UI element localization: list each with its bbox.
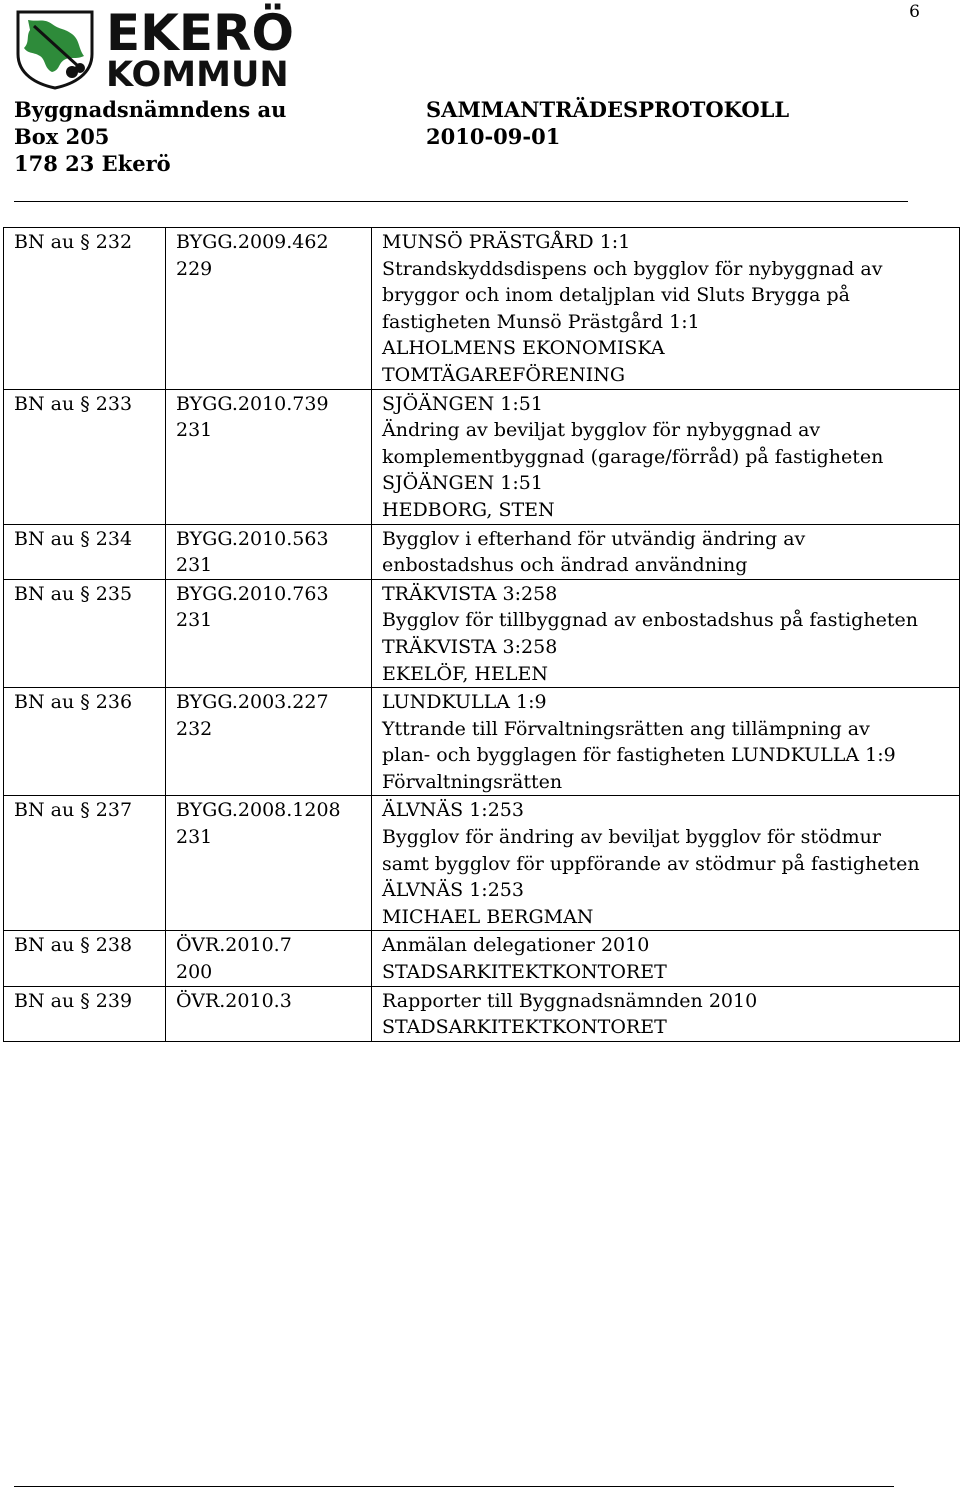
matter-cell: MUNSÖ PRÄSTGÅRD 1:1 Strandskyddsdispens och bygglov för nybyggnad av bryggor och inom detaljplan vid Sluts Brygga på fastigheten Munsö Prästgård 1:1 ALHOLMENS EKONOMISKA TOMTÄGAREFÖRENING: [372, 228, 960, 390]
table-row: [4, 796, 960, 931]
paragraph-cell: BN au § 236: [4, 688, 166, 796]
signature-line: [14, 1486, 894, 1487]
paragraph-cell: BN au § 234: [4, 524, 166, 579]
matter-cell: Rapporter till Byggnadsnämnden 2010 STADSARKITEKTKONTORET: [372, 986, 960, 1041]
case-number-cell: BYGG.2009.462 229: [166, 228, 372, 390]
box-address: Box 205: [14, 124, 110, 149]
committee-name: Byggnadsnämndens au: [14, 97, 287, 122]
table-row: [4, 524, 960, 579]
page-number: 6: [909, 2, 920, 22]
matter-cell: LUNDKULLA 1:9 Yttrande till Förvaltningsrätten ang tillämpning av plan- och bygglagen för fastigheten LUNDKULLA 1:9 Förvaltningsrätten: [372, 688, 960, 796]
case-number-cell: BYGG.2003.227 232: [166, 688, 372, 796]
matter-cell: Bygglov i efterhand för utvändig ändring av enbostadshus och ändrad användning: [372, 524, 960, 579]
agenda-table: [3, 227, 960, 1042]
logo-line-1: EKERÖ: [106, 4, 295, 62]
meeting-date: 2010-09-01: [426, 124, 561, 149]
matter-cell: ÄLVNÄS 1:253 Bygglov för ändring av beviljat bygglov för stödmur samt bygglov för uppförande av stödmur på fastigheten ÄLVNÄS 1:253 MICHAEL BERGMAN: [372, 796, 960, 931]
case-number-cell: BYGG.2010.563 231: [166, 524, 372, 579]
paragraph-cell: BN au § 239: [4, 986, 166, 1041]
matter-cell: SJÖÄNGEN 1:51 Ändring av beviljat bygglov för nybyggnad av komplementbyggnad (garage/förråd) på fastigheten SJÖÄNGEN 1:51 HEDBORG, STEN: [372, 389, 960, 524]
paragraph-cell: BN au § 235: [4, 579, 166, 687]
ekero-kommun-logo: [14, 4, 295, 95]
paragraph-cell: BN au § 238: [4, 931, 166, 986]
paragraph-cell: BN au § 233: [4, 389, 166, 524]
protocol-heading: [426, 96, 789, 150]
table-row: [4, 228, 960, 390]
case-number-cell: BYGG.2010.763 231: [166, 579, 372, 687]
paragraph-cell: BN au § 237: [4, 796, 166, 931]
oak-leaf-shield-icon: [14, 8, 96, 90]
sender-address: [14, 96, 286, 177]
case-number-cell: BYGG.2008.1208 231: [166, 796, 372, 931]
logo-wordmark: [106, 4, 295, 95]
matter-cell: Anmälan delegationer 2010 STADSARKITEKTKONTORET: [372, 931, 960, 986]
table-row: [4, 986, 960, 1041]
table-row: [4, 931, 960, 986]
case-number-cell: ÖVR.2010.3: [166, 986, 372, 1041]
case-number-cell: BYGG.2010.739 231: [166, 389, 372, 524]
case-number-cell: ÖVR.2010.7 200: [166, 931, 372, 986]
logo-line-2: KOMMUN: [106, 55, 289, 95]
matter-cell: TRÄKVISTA 3:258 Bygglov för tillbyggnad av enbostadshus på fastigheten TRÄKVISTA 3:258 EKELÖF, HELEN: [372, 579, 960, 687]
table-row: [4, 389, 960, 524]
postal-address: 178 23 Ekerö: [14, 151, 171, 176]
table-row: [4, 688, 960, 796]
protocol-title: SAMMANTRÄDESPROTOKOLL: [426, 97, 790, 122]
table-row: [4, 579, 960, 687]
paragraph-cell: BN au § 232: [4, 228, 166, 390]
header-divider: [14, 201, 908, 202]
